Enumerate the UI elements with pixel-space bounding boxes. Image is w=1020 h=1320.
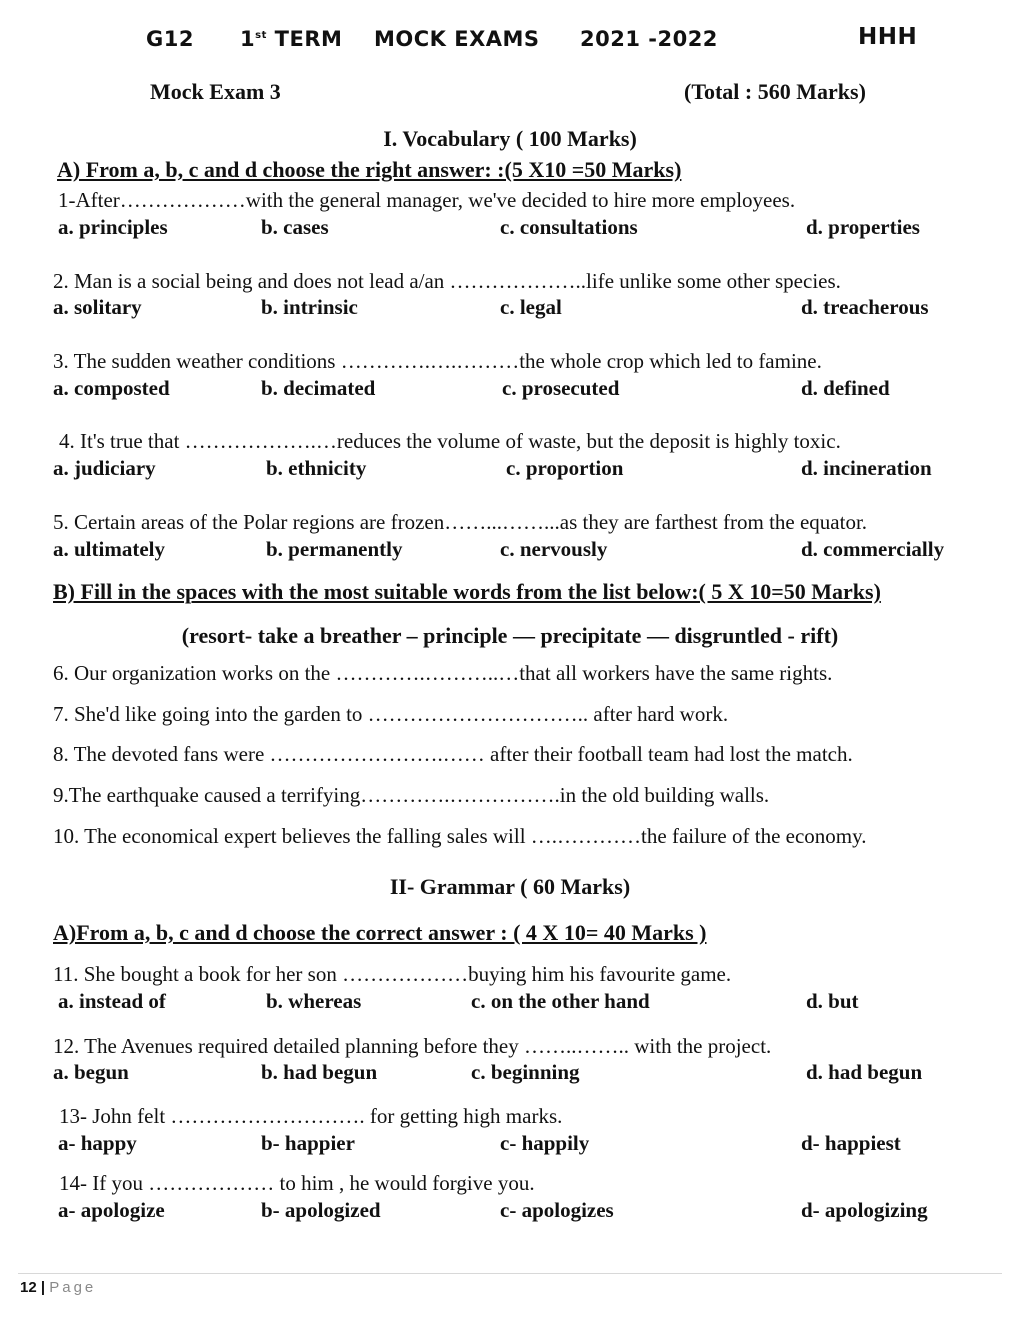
question-2-option-a: a. solitary	[53, 295, 142, 319]
question-13-option-d: d- happiest	[801, 1131, 901, 1155]
question-13-option-c: c- happily	[500, 1131, 590, 1155]
fill-sentence-9: 9.The earthquake caused a terrifying………….…………….in the old building walls.	[53, 783, 770, 807]
question-2-option-d: d. treacherous	[801, 295, 929, 319]
question-2-text: 2. Man is a social being and does not lead a/an ………………..life unlike some other species.	[53, 269, 841, 293]
question-12-option-b: b. had begun	[261, 1060, 378, 1084]
question-5-option-b: b. permanently	[266, 537, 403, 561]
question-4-option-c: c. proportion	[506, 456, 624, 480]
header-term	[240, 27, 342, 51]
word-list: (resort- take a breather – principle — precipitate — disgruntled - rift)	[181, 623, 839, 648]
header-exam-type: MOCK EXAMS	[374, 27, 540, 51]
footer-separator: |	[40, 1279, 46, 1296]
header-grade: G12	[146, 27, 194, 51]
question-3-option-b: b. decimated	[261, 376, 376, 400]
question-1-option-d: d. properties	[806, 215, 920, 239]
question-3-text: 3. The sudden weather conditions ………….….………the whole crop which led to famine.	[53, 349, 822, 373]
header-year: 2021 -2022	[580, 27, 718, 51]
grammar-part-a-instruction: A)From a, b, c and d choose the correct answer : ( 4 X 10= 40 Marks )	[53, 920, 707, 945]
question-14-option-b: b- apologized	[261, 1198, 381, 1222]
question-14-option-d: d- apologizing	[801, 1198, 928, 1222]
fill-sentence-7: 7. She'd like going into the garden to ………………………….. after hard work.	[53, 702, 729, 726]
question-11-option-c: c. on the other hand	[471, 989, 650, 1013]
question-13-option-b: b- happier	[261, 1131, 355, 1155]
question-11-option-a: a. instead of	[58, 989, 166, 1013]
vocab-part-a-instruction: A) From a, b, c and d choose the right answer: :(5 X10 =50 Marks)	[57, 157, 682, 182]
question-12-option-c: c. beginning	[471, 1060, 580, 1084]
exam-title: Mock Exam 3	[150, 79, 281, 104]
question-2-option-b: b. intrinsic	[261, 295, 358, 319]
question-12-option-d: d. had begun	[806, 1060, 923, 1084]
question-4-text: 4. It's true that ……………….…reduces the volume of waste, but the deposit is highly toxic.	[59, 429, 841, 453]
footer-divider	[18, 1273, 1002, 1274]
vocab-heading: I. Vocabulary ( 100 Marks)	[383, 126, 637, 151]
header-term-word: TERM	[274, 27, 343, 51]
question-3-option-c: c. prosecuted	[502, 376, 620, 400]
question-5-option-d: d. commercially	[801, 537, 945, 561]
fill-sentence-6: 6. Our organization works on the ………….………..…that all workers have the same rights.	[53, 661, 833, 685]
question-11-option-b: b. whereas	[266, 989, 362, 1013]
question-5-text: 5. Certain areas of the Polar regions are frozen……...……...as they are farthest from the equator.	[53, 510, 868, 534]
question-14-option-a: a- apologize	[58, 1198, 165, 1222]
question-13-text: 13- John felt ………………………. for getting high marks.	[59, 1104, 563, 1128]
vocab-part-b-instruction: B) Fill in the spaces with the most suitable words from the list below:( 5 X 10=50 Marks)	[53, 579, 881, 604]
question-1-option-a: a. principles	[58, 215, 168, 239]
question-1-option-b: b. cases	[261, 215, 329, 239]
question-4-option-a: a. judiciary	[53, 456, 156, 480]
question-11-option-d: d. but	[806, 989, 859, 1013]
grammar-heading: II- Grammar ( 60 Marks)	[389, 874, 631, 899]
question-3-option-a: a. composted	[53, 376, 170, 400]
question-5-option-c: c. nervously	[500, 537, 608, 561]
header-code: HHH	[858, 24, 918, 50]
page-footer	[20, 1279, 96, 1296]
page-label: Page	[49, 1279, 97, 1296]
question-14-option-c: c- apologizes	[500, 1198, 614, 1222]
question-14-text: 14- If you ……………… to him , he would forgive you.	[59, 1171, 535, 1195]
header-term-superscript: st	[255, 30, 267, 41]
question-12-text: 12. The Avenues required detailed planning before they ……..…….. with the project.	[53, 1034, 772, 1058]
question-1-option-c: c. consultations	[500, 215, 638, 239]
fill-sentence-8: 8. The devoted fans were …………………….…… after their football team had lost the match.	[53, 742, 853, 766]
fill-sentence-10: 10. The economical expert believes the falling sales will ….…………the failure of the economy.	[53, 824, 867, 848]
question-3-option-d: d. defined	[801, 376, 890, 400]
question-4-option-b: b. ethnicity	[266, 456, 367, 480]
exam-total: (Total : 560 Marks)	[684, 79, 866, 104]
question-11-text: 11. She bought a book for her son ………………buying him his favourite game.	[53, 962, 732, 986]
question-5-option-a: a. ultimately	[53, 537, 165, 561]
question-2-option-c: c. legal	[500, 295, 562, 319]
question-1-text: 1-After………………with the general manager, we've decided to hire more employees.	[58, 188, 796, 212]
header-term-number: 1	[240, 27, 256, 51]
page-number: 12	[20, 1279, 37, 1296]
question-13-option-a: a- happy	[58, 1131, 137, 1155]
question-12-option-a: a. begun	[53, 1060, 129, 1084]
question-4-option-d: d. incineration	[801, 456, 932, 480]
